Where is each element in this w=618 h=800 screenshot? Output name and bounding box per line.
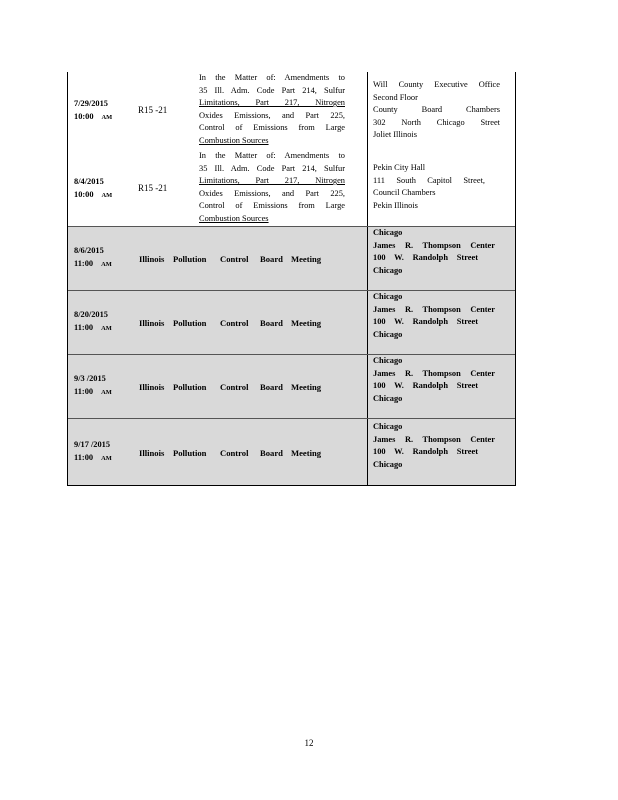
table-row: 9/17 /2015 11:00 AM Illinois Pollution Control Board Meeting Chicago James R. Thompson Center 100 W. Randolph Street Chicago bbox=[68, 418, 515, 485]
table-row: 9/3 /2015 11:00 AM Illinois Pollution Control Board Meeting Chicago James R. Thompson Center 100 W. Randolph Street Chicago bbox=[68, 354, 515, 418]
hearing-schedule-table bbox=[67, 72, 516, 486]
row-date: 9/17 /2015 11:00 AM bbox=[74, 440, 112, 462]
time-text: 10:00 bbox=[74, 111, 94, 121]
row-date bbox=[74, 98, 112, 124]
row-date: 8/6/2015 11:00 AM bbox=[74, 246, 112, 268]
hearing-location: Will County Executive Office Second Floor County Board Chambers 302 North Chicago Street Joliet Illinois bbox=[373, 80, 500, 140]
meeting-location: Chicago James R. Thompson Center 100 W. Randolph Street Chicago bbox=[373, 228, 495, 275]
ampm-text: AM bbox=[101, 191, 113, 199]
row-date bbox=[74, 176, 112, 202]
meeting-location: Chicago James R. Thompson Center 100 W. Randolph Street Chicago bbox=[373, 292, 495, 339]
column-divider bbox=[367, 291, 368, 354]
row-date: 8/20/2015 11:00 AM bbox=[74, 310, 112, 332]
table-row bbox=[68, 72, 515, 150]
column-divider bbox=[367, 355, 368, 418]
meeting-location: Chicago James R. Thompson Center 100 W. Randolph Street Chicago bbox=[373, 422, 495, 469]
column-divider bbox=[367, 419, 368, 485]
hearing-description: In the Matter of: Amendments to 35 Ill. Adm. Code Part 214, Sulfur Limitations, Part 217, Nitrogen Oxides Emissions, and Part 225, Control of Emissions from Large Combustion Sources bbox=[199, 73, 345, 145]
table-row bbox=[68, 150, 515, 226]
table-row: 8/6/2015 11:00 AM Illinois Pollution Control Board Meeting Chicago James R. Thompson Center 100 W. Randolph Street Chicago bbox=[68, 226, 515, 290]
hearing-description: In the Matter of: Amendments to 35 Ill. Adm. Code Part 214, Sulfur Limitations, Part 217, Nitrogen Oxides Emissions, and Part 225, Control of Emissions from Large Combustion Sources bbox=[199, 151, 345, 223]
date-text: 7/29/2015 bbox=[74, 99, 108, 108]
hearing-location: Pekin City Hall 111 South Capitol Street, Council Chambers Pekin Illinois bbox=[373, 163, 485, 210]
column-divider bbox=[367, 227, 368, 290]
ampm-text: AM bbox=[101, 113, 113, 121]
table-row: 8/20/2015 11:00 AM Illinois Pollution Control Board Meeting Chicago James R. Thompson Center 100 W. Randolph Street Chicago bbox=[68, 290, 515, 354]
time-text: 10:00 bbox=[74, 189, 94, 199]
date-text: 8/4/2015 bbox=[74, 177, 104, 186]
row-date: 9/3 /2015 11:00 AM bbox=[74, 374, 112, 396]
meeting-location: Chicago James R. Thompson Center 100 W. Randolph Street Chicago bbox=[373, 356, 495, 403]
column-divider bbox=[367, 72, 368, 150]
column-divider bbox=[367, 150, 368, 226]
case-number: R15 -21 bbox=[138, 105, 168, 115]
case-number: R15 -21 bbox=[138, 183, 168, 193]
page-number: 12 bbox=[304, 738, 314, 748]
